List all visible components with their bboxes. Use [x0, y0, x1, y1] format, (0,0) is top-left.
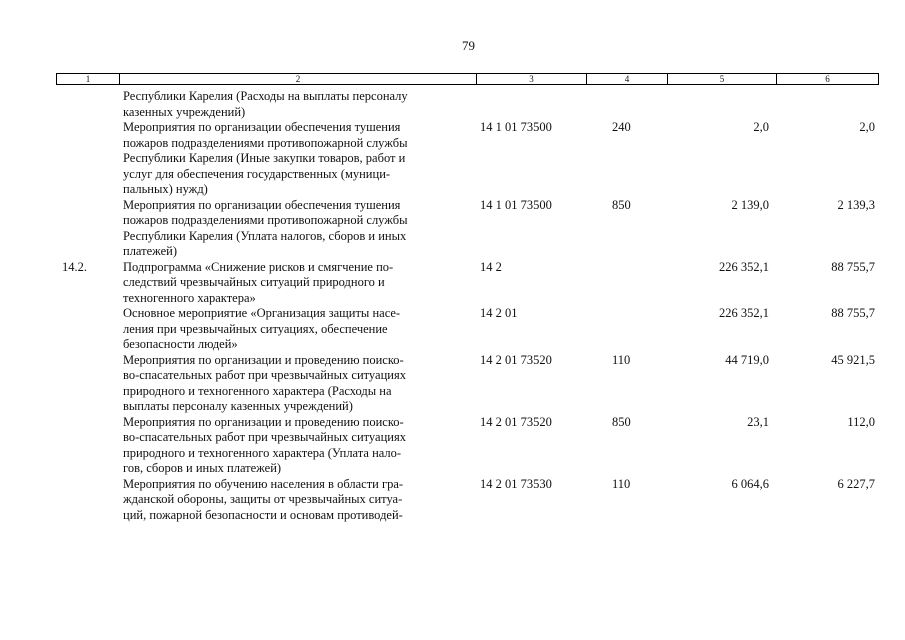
- row-name: Мероприятия по организации и проведению поиско- во-спасательных работ при чрезвычайных ситуациях природного и техногенного характера (Расходы на выплаты персоналу казенных учреждений): [123, 352, 406, 413]
- row-name: Подпрограмма «Снижение рисков и смягчение по- следствий чрезвычайных ситуаций природного и техногенного характера»: [123, 259, 394, 305]
- row-code: 14 1 01 73500: [480, 197, 552, 212]
- row-amount-2: 2,0: [859, 120, 875, 134]
- row-type: 850: [612, 414, 631, 429]
- row-amount-2: 2 139,3: [837, 197, 875, 212]
- table-body: [0, 89, 905, 523]
- row-amount-2: 88 755,7: [831, 306, 875, 320]
- table-row: [0, 120, 905, 198]
- table-row: [0, 477, 905, 524]
- row-amount-2: 88 755,7: [831, 259, 875, 274]
- row-amount-1: 6 064,6: [731, 476, 769, 491]
- row-name: Мероприятия по организации обеспечения тушения пожаров подразделениями противопожарной службы Республики Карелия (Уплата налогов, сборов и иных платежей): [123, 197, 408, 258]
- table-row: [0, 353, 905, 415]
- row-name: Мероприятия по организации и проведению поиско- во-спасательных работ при чрезвычайных ситуациях природного и техногенного характера (Уплата нало- гов, сборов и иных платежей): [123, 414, 406, 475]
- row-code: 14 2 01 73520: [480, 414, 552, 429]
- row-amount-1: 2 139,0: [731, 197, 769, 212]
- row-code: 14 2 01: [480, 306, 518, 320]
- row-amount-1: 44 719,0: [725, 352, 769, 367]
- page-number: 79: [462, 38, 475, 53]
- row-code: 14 1 01 73500: [480, 120, 552, 134]
- row-name: Мероприятия по обучению населения в области гра- жданской обороны, защиты от чрезвычайных ситуа- ций, пожарной безопасности и основам противодей-: [123, 476, 404, 522]
- row-amount-1: 2,0: [753, 120, 769, 134]
- row-amount-2: 45 921,5: [831, 352, 875, 367]
- row-amount-1: 23,1: [747, 414, 769, 429]
- row-name: Мероприятия по организации обеспечения тушения пожаров подразделениями противопожарной службы Республики Карелия (Иные закупки товаров, работ и услуг для обеспечения государственных (муници- пальных) нужд): [123, 120, 408, 196]
- row-name: Республики Карелия (Расходы на выплаты персоналу казенных учреждений): [123, 89, 408, 119]
- row-type: 110: [612, 476, 631, 491]
- table-row: [0, 89, 905, 120]
- header-cell-2: 2: [119, 74, 476, 84]
- header-cell-1: 1: [85, 74, 91, 84]
- row-type: 240: [612, 120, 631, 134]
- row-type: 110: [612, 352, 631, 367]
- header-cell-6: 6: [776, 74, 878, 84]
- row-code: 14 2 01 73520: [480, 352, 552, 367]
- header-cell-3: 3: [476, 74, 586, 84]
- row-amount-1: 226 352,1: [719, 306, 769, 320]
- table-row: [0, 198, 905, 260]
- table-row: [0, 306, 905, 353]
- table-row: [0, 260, 905, 307]
- row-code: 14 2 01 73530: [480, 476, 552, 491]
- table-header-row: [56, 73, 879, 85]
- table-row: [0, 415, 905, 477]
- row-amount-2: 112,0: [847, 414, 875, 429]
- row-type: 850: [612, 197, 631, 212]
- row-amount-1: 226 352,1: [719, 259, 769, 274]
- header-cell-4: 4: [586, 74, 667, 84]
- row-number: 14.2.: [62, 259, 87, 274]
- row-name: Основное мероприятие «Организация защиты насе- ления при чрезвычайных ситуациях, обеспечение безопасности людей»: [123, 306, 401, 351]
- row-amount-2: 6 227,7: [837, 476, 875, 491]
- row-code: 14 2: [480, 259, 502, 274]
- header-cell-5: 5: [667, 74, 776, 84]
